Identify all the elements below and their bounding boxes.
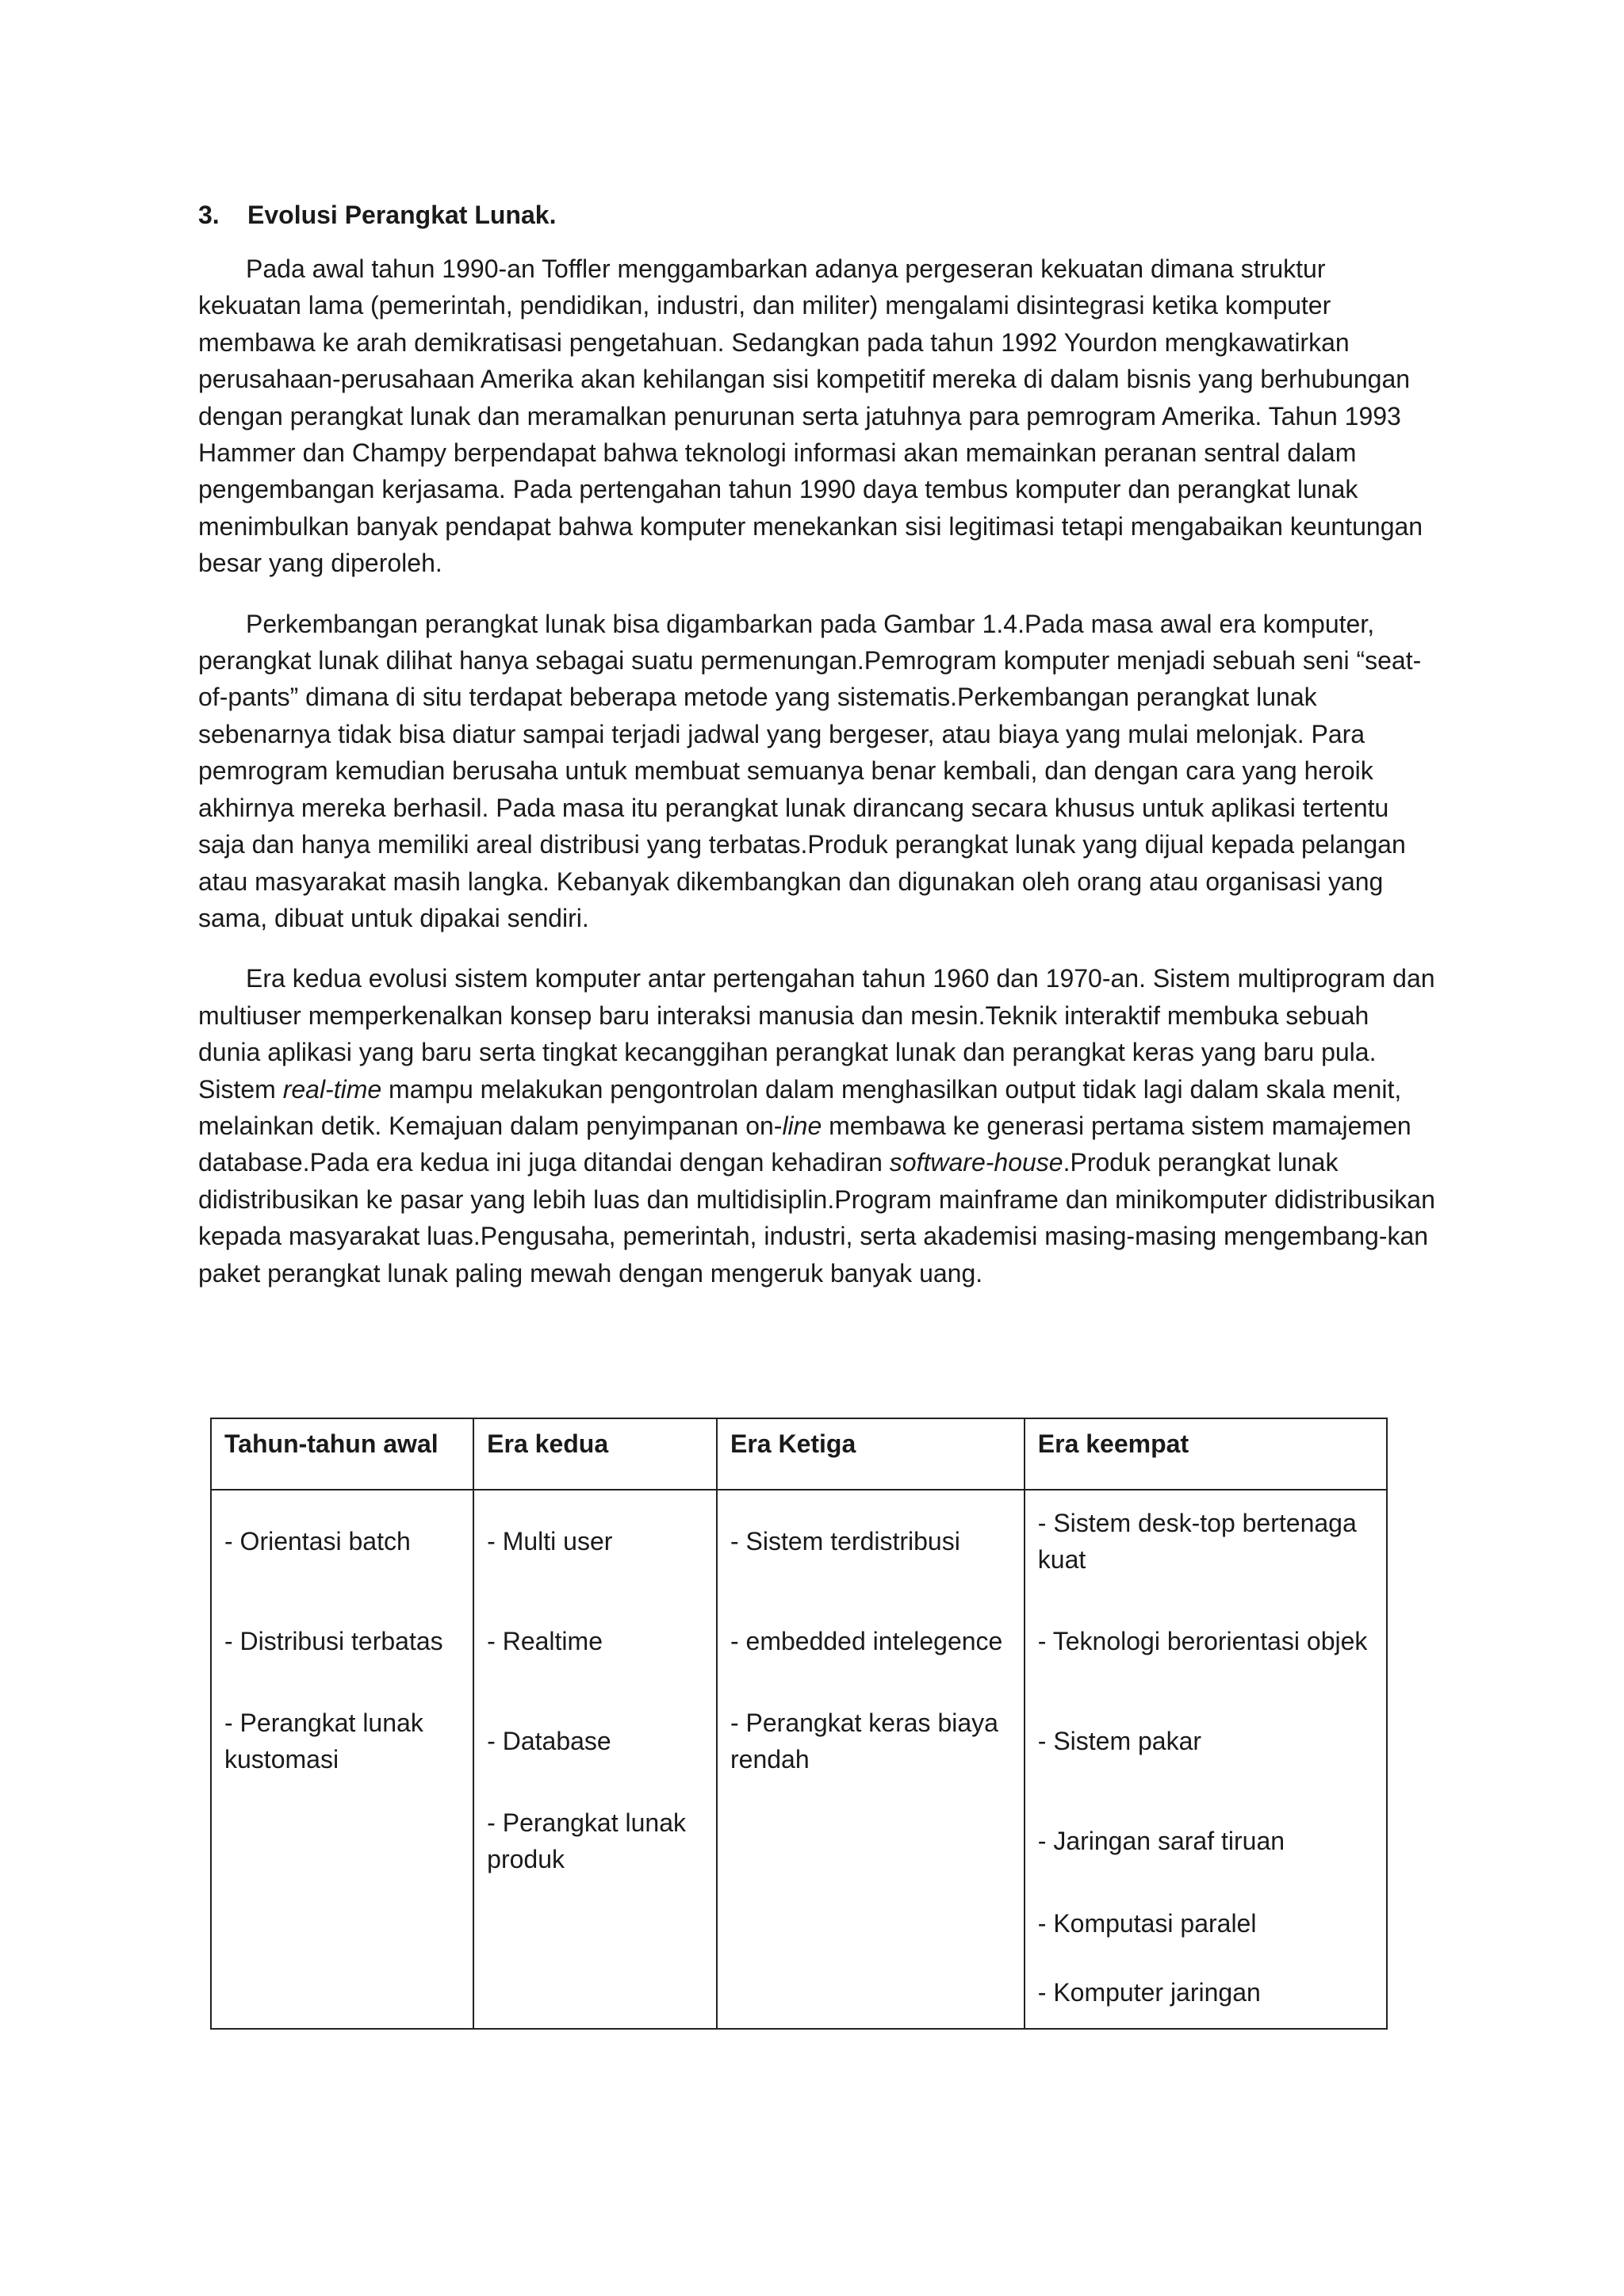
paragraph-3-text: membawa ke generasi pertama sistem mamajemen database.Pada era kedua ini juga ditandai dengan kehadiran: [198, 1111, 1411, 1177]
section-title: Evolusi Perangkat Lunak.: [247, 201, 557, 229]
table-row: [211, 1891, 1387, 1956]
table-row: [211, 1591, 1387, 1691]
table-cell: - Realtime: [473, 1591, 717, 1691]
table-cell: - Sistem desk-top bertenaga kuat: [1025, 1490, 1387, 1591]
paragraph-1: Pada awal tahun 1990-an Toffler menggambarkan adanya pergeseran kekuatan dimana struktur kekuatan lama (pemerintah, pendidikan, industri, dan militer) mengalami disintegrasi ketika komputer membawa ke arah demikratisasi pengetahuan. Sedangkan pada tahun 1992 Yourdon mengkawatirkan perusahaan-perusahaan Amerika akan kehilangan sisi kompetitif mereka di dalam bisnis yang berhubungan dengan perangkat lunak dan meramalkan penurunan serta jatuhnya para pemrogram Amerika. Tahun 1993 Hammer dan Champy berpendapat bahwa teknologi informasi akan memainkan peranan sentral dalam pengembangan kerjasama. Pada pertengahan tahun 1990 daya tembus komputer dan perangkat lunak menimbulkan banyak pendapat bahwa komputer menekankan sisi legitimasi tetapi mengabaikan keuntungan besar yang diperoleh.: [198, 254, 1423, 578]
table-cell: [473, 1891, 717, 1956]
table-cell: - Komputasi paralel: [1025, 1891, 1387, 1956]
paragraph-2: Perkembangan perangkat lunak bisa digambarkan pada Gambar 1.4.Pada masa awal era komputer, perangkat lunak dilihat hanya sebagai suatu permenungan.Pemrogram komputer menjadi sebuah seni “seat-of-pants” dimana di situ terdapat beberapa metode yang sistematis.Perkembangan perangkat lunak sebenarnya tidak bisa diatur sampai terjadi jadwal yang bergeser, atau biaya yang mulai melonjak. Para pemrogram kemudian berusaha untuk membuat semuanya benar kembali, dan dengan cara yang heroik akhirnya mereka berhasil. Pada masa itu perangkat lunak dirancang secara khusus untuk aplikasi tertentu saja dan hanya memiliki areal distribusi yang terbatas.Produk perangkat lunak yang dijual kepada pelangan atau masyarakat masih langka. Kebanyak dikembangkan dan digunakan oleh orang atau organisasi yang sama, dibuat untuk dipakai sendiri.: [198, 609, 1422, 932]
paragraph-3-text: mampu melakukan pengontrolan dalam menghasilkan output tidak lagi dalam skala menit, melainkan detik. Kemajuan dalam penyimpanan on-: [198, 1074, 1402, 1140]
table-cell: - Jaringan saraf tiruan: [1025, 1791, 1387, 1891]
table-row: [211, 1791, 1387, 1891]
table-cell: - Database: [473, 1691, 717, 1791]
table-cell: - Orientasi batch: [211, 1490, 473, 1591]
table-cell: [211, 1891, 473, 1956]
table-row: [211, 1956, 1387, 2029]
table-cell: - Sistem pakar: [1025, 1691, 1387, 1791]
paragraph-3-italic: software-house: [889, 1148, 1063, 1177]
table-cell: - Distribusi terbatas: [211, 1591, 473, 1691]
table-cell: - Multi user: [473, 1490, 717, 1591]
paragraph-3-text: Era kedua evolusi sistem komputer antar pertengahan tahun 1960 dan 1970-an. Sistem multiprogram dan multiuser memperkenalkan konsep baru interaksi manusia dan mesin.Teknik interaktif membuka sebuah dunia aplikasi yang baru serta tingkat kecanggihan perangkat lunak dan perangkat keras yang baru pula. Sistem: [198, 964, 1435, 1104]
paragraph-3: [198, 960, 1435, 1292]
table-cell: [717, 1791, 1025, 1891]
table-row: [211, 1691, 1387, 1791]
section-heading: [198, 197, 1435, 233]
software-era-table: [210, 1418, 1388, 2030]
header-third-era: Era Ketiga: [717, 1418, 1025, 1490]
table-cell: [717, 1891, 1025, 1956]
paragraph-3-italic: real-time: [282, 1074, 382, 1104]
header-fourth-era: Era keempat: [1025, 1418, 1387, 1490]
table-cell: - Komputer jaringan: [1025, 1956, 1387, 2029]
table-cell: - Sistem terdistribusi: [717, 1490, 1025, 1591]
document-page: [198, 197, 1435, 1315]
table-cell: [211, 1956, 473, 2029]
table-cell: [211, 1791, 473, 1891]
table-cell: - Perangkat keras biaya rendah: [717, 1691, 1025, 1791]
table-cell: - embedded intelegence: [717, 1591, 1025, 1691]
table-cell: [473, 1956, 717, 2029]
table-row: [211, 1490, 1387, 1591]
paragraph-3-text: .Produk perangkat lunak didistribusikan ke pasar yang lebih luas dan multidisiplin.Program mainframe dan minikomputer didistribusikan kepada masyarakat luas.Pengusaha, pemerintah, industri, serta akademisi masing-masing mengembang-kan paket perangkat lunak paling mewah dengan mengeruk banyak uang.: [198, 1148, 1435, 1288]
header-second-era: Era kedua: [473, 1418, 717, 1490]
table-cell: [717, 1956, 1025, 2029]
table-cell: - Perangkat lunak kustomasi: [211, 1691, 473, 1791]
section-number: 3.: [198, 201, 220, 229]
table-cell: - Perangkat lunak produk: [473, 1791, 717, 1891]
table-cell: - Teknologi berorientasi objek: [1025, 1591, 1387, 1691]
table-header-row: [211, 1418, 1387, 1490]
paragraph-3-italic: line: [782, 1111, 822, 1140]
header-early-years: Tahun-tahun awal: [211, 1418, 473, 1490]
